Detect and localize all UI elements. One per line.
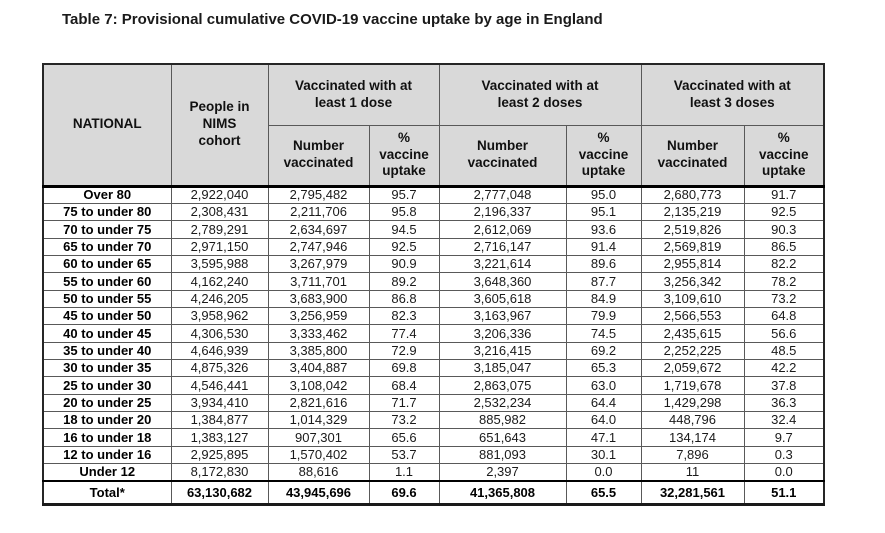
table-cell: 51.1 — [744, 481, 824, 505]
table-cell: 2,863,075 — [439, 377, 566, 394]
table-cell: 2,566,553 — [641, 307, 744, 324]
row-label: 45 to under 50 — [43, 307, 171, 324]
table-cell: 2,135,219 — [641, 203, 744, 220]
table-cell: 63,130,682 — [171, 481, 268, 505]
table-cell: 2,795,482 — [268, 186, 369, 203]
table-cell: 69.2 — [566, 342, 641, 359]
table-cell: 74.5 — [566, 325, 641, 342]
table-cell: 69.8 — [369, 359, 439, 376]
row-label: 40 to under 45 — [43, 325, 171, 342]
table-row — [43, 203, 824, 220]
table-cell: 3,404,887 — [268, 359, 369, 376]
table-cell: 82.2 — [744, 255, 824, 272]
table-cell: 3,216,415 — [439, 342, 566, 359]
table-cell: 3,267,979 — [268, 255, 369, 272]
table-cell: 3,256,342 — [641, 273, 744, 290]
cohort-header-cell — [171, 64, 268, 186]
table-cell: 56.6 — [744, 325, 824, 342]
table-cell: 95.1 — [566, 203, 641, 220]
row-label: Total* — [43, 481, 171, 505]
group-header-dose2-label: Vaccinated with at least 2 doses — [481, 77, 599, 110]
table-row — [43, 307, 824, 324]
table-cell: 90.9 — [369, 255, 439, 272]
table-cell: 37.8 — [744, 377, 824, 394]
subheader-uptake-dose3 — [744, 125, 824, 186]
subheader-uptake-dose1 — [369, 125, 439, 186]
row-label: 25 to under 30 — [43, 377, 171, 394]
table-row — [43, 359, 824, 376]
row-label: 75 to under 80 — [43, 203, 171, 220]
table-cell: 87.7 — [566, 273, 641, 290]
table-cell: 69.6 — [369, 481, 439, 505]
region-header-label: NATIONAL — [72, 116, 142, 132]
table-cell: 11 — [641, 464, 744, 481]
table-cell: 3,163,967 — [439, 307, 566, 324]
table-cell: 885,982 — [439, 411, 566, 428]
table-cell: 72.9 — [369, 342, 439, 359]
table-cell: 95.7 — [369, 186, 439, 203]
table-cell: 2,971,150 — [171, 238, 268, 255]
table-cell: 42.2 — [744, 359, 824, 376]
table-cell: 73.2 — [369, 411, 439, 428]
table-cell: 2,789,291 — [171, 221, 268, 238]
subheader-number-dose3 — [641, 125, 744, 186]
table-cell: 2,519,826 — [641, 221, 744, 238]
row-label: 35 to under 40 — [43, 342, 171, 359]
table-cell: 41,365,808 — [439, 481, 566, 505]
table-cell: 73.2 — [744, 290, 824, 307]
table-cell: 2,532,234 — [439, 394, 566, 411]
table-cell: 2,922,040 — [171, 186, 268, 203]
row-label: Over 80 — [43, 186, 171, 203]
table-row — [43, 325, 824, 342]
table-cell: 3,333,462 — [268, 325, 369, 342]
row-label: 60 to under 65 — [43, 255, 171, 272]
table-cell: 94.5 — [369, 221, 439, 238]
table-cell: 2,925,895 — [171, 446, 268, 463]
table-cell: 3,108,042 — [268, 377, 369, 394]
table-cell: 89.6 — [566, 255, 641, 272]
subheader-uptake-dose3-label: % vaccine uptake — [758, 129, 809, 179]
row-label: Under 12 — [43, 464, 171, 481]
table-cell: 68.4 — [369, 377, 439, 394]
table-cell: 8,172,830 — [171, 464, 268, 481]
table-cell: 88,616 — [268, 464, 369, 481]
table-cell: 1,014,329 — [268, 411, 369, 428]
table-row — [43, 411, 824, 428]
table-cell: 0.0 — [744, 464, 824, 481]
table-cell: 79.9 — [566, 307, 641, 324]
row-label: 70 to under 75 — [43, 221, 171, 238]
region-header-cell — [43, 64, 171, 186]
table-cell: 89.2 — [369, 273, 439, 290]
table-cell: 4,246,205 — [171, 290, 268, 307]
row-label: 12 to under 16 — [43, 446, 171, 463]
table-title: Table 7: Provisional cumulative COVID-19 vaccine uptake by age in England — [62, 11, 603, 28]
table-cell: 1,384,877 — [171, 411, 268, 428]
table-row — [43, 394, 824, 411]
table-header — [43, 64, 824, 186]
table-cell: 2,252,225 — [641, 342, 744, 359]
table-cell: 2,569,819 — [641, 238, 744, 255]
table-cell: 84.9 — [566, 290, 641, 307]
table-cell: 86.8 — [369, 290, 439, 307]
row-label: 18 to under 20 — [43, 411, 171, 428]
table-cell: 95.0 — [566, 186, 641, 203]
table-cell: 82.3 — [369, 307, 439, 324]
table-row — [43, 429, 824, 446]
table-cell: 1,429,298 — [641, 394, 744, 411]
row-label: 30 to under 35 — [43, 359, 171, 376]
subheader-number-dose1-label: Number vaccinated — [283, 138, 354, 170]
table-cell: 30.1 — [566, 446, 641, 463]
table-cell: 448,796 — [641, 411, 744, 428]
table-cell: 7,896 — [641, 446, 744, 463]
table-row — [43, 377, 824, 394]
subheader-uptake-dose2 — [566, 125, 641, 186]
table-row — [43, 238, 824, 255]
table-cell: 2,716,147 — [439, 238, 566, 255]
table-row — [43, 273, 824, 290]
table-body — [43, 186, 824, 504]
table-cell: 3,595,988 — [171, 255, 268, 272]
table-cell: 3,385,800 — [268, 342, 369, 359]
table-cell: 92.5 — [744, 203, 824, 220]
table-cell: 2,435,615 — [641, 325, 744, 342]
row-label: 65 to under 70 — [43, 238, 171, 255]
subheader-number-dose3-label: Number vaccinated — [657, 138, 728, 170]
row-label: 55 to under 60 — [43, 273, 171, 290]
table-cell: 651,643 — [439, 429, 566, 446]
table-cell: 2,308,431 — [171, 203, 268, 220]
table-row — [43, 464, 824, 481]
subheader-uptake-dose1-label: % vaccine uptake — [379, 129, 429, 179]
table-cell: 1,719,678 — [641, 377, 744, 394]
table-cell: 47.1 — [566, 429, 641, 446]
row-label: 16 to under 18 — [43, 429, 171, 446]
table-cell: 91.7 — [744, 186, 824, 203]
group-header-dose1-label: Vaccinated with at least 1 dose — [294, 77, 413, 110]
table-cell: 3,711,701 — [268, 273, 369, 290]
table-cell: 78.2 — [744, 273, 824, 290]
table-cell: 4,646,939 — [171, 342, 268, 359]
table-cell: 2,634,697 — [268, 221, 369, 238]
table-cell: 95.8 — [369, 203, 439, 220]
table-row — [43, 342, 824, 359]
table-cell: 36.3 — [744, 394, 824, 411]
table-row — [43, 255, 824, 272]
table-cell: 2,196,337 — [439, 203, 566, 220]
table-cell: 65.3 — [566, 359, 641, 376]
table-cell: 1,570,402 — [268, 446, 369, 463]
table-cell: 32.4 — [744, 411, 824, 428]
table-row — [43, 186, 824, 203]
table-cell: 63.0 — [566, 377, 641, 394]
subheader-number-dose2 — [439, 125, 566, 186]
vaccine-uptake-table — [42, 63, 825, 506]
table-cell: 2,777,048 — [439, 186, 566, 203]
cohort-header-label: People in NIMS cohort — [189, 99, 250, 149]
table-row — [43, 221, 824, 238]
table-cell: 64.4 — [566, 394, 641, 411]
table-cell: 3,221,614 — [439, 255, 566, 272]
table-cell: 93.6 — [566, 221, 641, 238]
table-cell: 3,605,618 — [439, 290, 566, 307]
table-cell: 71.7 — [369, 394, 439, 411]
group-header-dose3-label: Vaccinated with at least 3 doses — [673, 77, 791, 110]
table-cell: 0.3 — [744, 446, 824, 463]
table-cell: 3,256,959 — [268, 307, 369, 324]
row-label: 50 to under 55 — [43, 290, 171, 307]
table-cell: 3,648,360 — [439, 273, 566, 290]
table-cell: 4,546,441 — [171, 377, 268, 394]
row-label: 20 to under 25 — [43, 394, 171, 411]
table-cell: 2,612,069 — [439, 221, 566, 238]
table-cell: 3,934,410 — [171, 394, 268, 411]
table-cell: 2,397 — [439, 464, 566, 481]
total-row — [43, 481, 824, 505]
table-cell: 64.0 — [566, 411, 641, 428]
table-cell: 86.5 — [744, 238, 824, 255]
table-cell: 43,945,696 — [268, 481, 369, 505]
table-cell: 77.4 — [369, 325, 439, 342]
table-cell: 134,174 — [641, 429, 744, 446]
table-cell: 32,281,561 — [641, 481, 744, 505]
table-cell: 0.0 — [566, 464, 641, 481]
subheader-number-dose2-label: Number vaccinated — [467, 138, 538, 170]
table-cell: 48.5 — [744, 342, 824, 359]
table-cell: 3,206,336 — [439, 325, 566, 342]
table-cell: 64.8 — [744, 307, 824, 324]
table-cell: 4,306,530 — [171, 325, 268, 342]
header-group-row — [43, 64, 824, 125]
table-cell: 9.7 — [744, 429, 824, 446]
table-cell: 2,821,616 — [268, 394, 369, 411]
table-row — [43, 290, 824, 307]
table-cell: 2,059,672 — [641, 359, 744, 376]
table-cell: 4,875,326 — [171, 359, 268, 376]
table-cell: 3,958,962 — [171, 307, 268, 324]
table-cell: 881,093 — [439, 446, 566, 463]
table-cell: 91.4 — [566, 238, 641, 255]
table-cell: 65.5 — [566, 481, 641, 505]
group-header-dose2 — [439, 64, 641, 125]
table-cell: 2,955,814 — [641, 255, 744, 272]
table-cell: 3,109,610 — [641, 290, 744, 307]
table-cell: 1,383,127 — [171, 429, 268, 446]
table-cell: 907,301 — [268, 429, 369, 446]
table-cell: 53.7 — [369, 446, 439, 463]
table-cell: 92.5 — [369, 238, 439, 255]
table-row — [43, 446, 824, 463]
table-cell: 4,162,240 — [171, 273, 268, 290]
group-header-dose1 — [268, 64, 439, 125]
table-cell: 2,747,946 — [268, 238, 369, 255]
table-cell: 1.1 — [369, 464, 439, 481]
table-cell: 65.6 — [369, 429, 439, 446]
group-header-dose3 — [641, 64, 824, 125]
table-cell: 2,680,773 — [641, 186, 744, 203]
subheader-number-dose1 — [268, 125, 369, 186]
table-cell: 2,211,706 — [268, 203, 369, 220]
subheader-uptake-dose2-label: % vaccine uptake — [578, 129, 629, 179]
table-cell: 3,185,047 — [439, 359, 566, 376]
table-cell: 90.3 — [744, 221, 824, 238]
table-cell: 3,683,900 — [268, 290, 369, 307]
